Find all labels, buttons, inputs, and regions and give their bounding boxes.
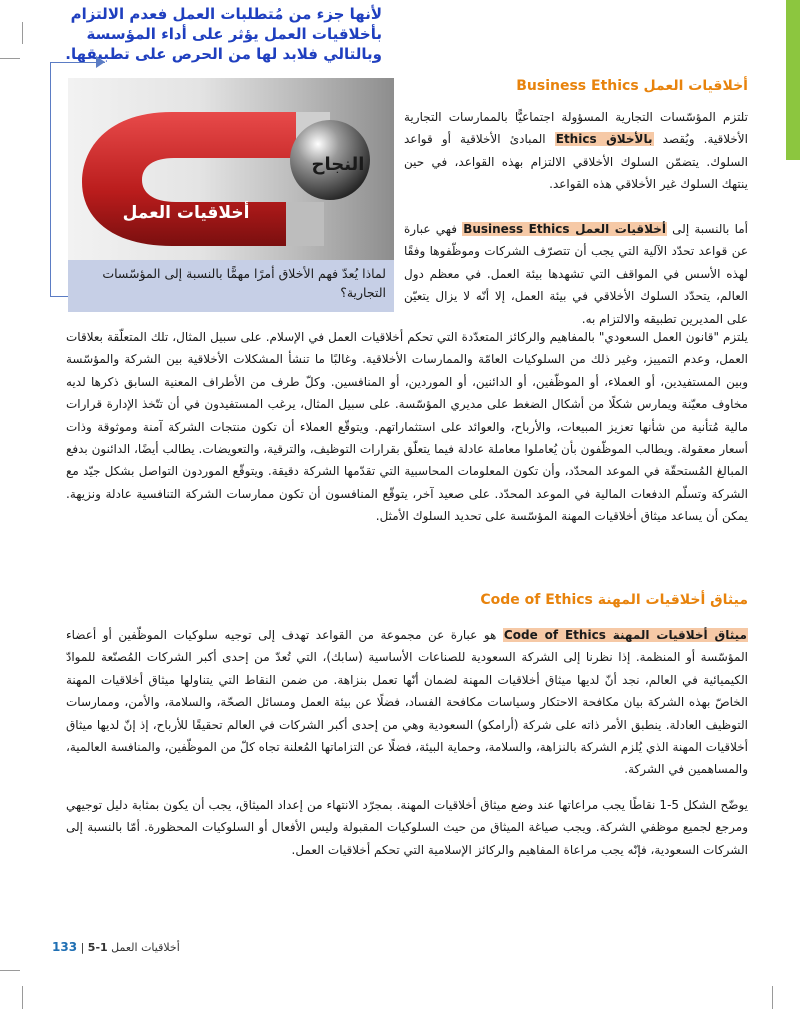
ball-label: النجاح <box>311 154 365 175</box>
arrow-icon <box>96 56 105 68</box>
paragraph-text: هو عبارة عن مجموعة من القواعد تهدف إلى توجيه سلوكيات الموظّفين أو أعضاء المؤسّسة أو المنظمة. إذا نظرنا إلى الشركة السعودية للصناعات الأساسية (سابك)، التي تُعدّ من إحدى أكبر الشركات المُصنّعة للموادّ الكيميائية في العالم، نجد أنّ لديها ميثاق أخلاقيات المهنة لضمان أنّها تعمل بنزاهة. من ضمن النقاط التي يتناولها ميثاق أخلاقيات المهنة الخاصّ بهذه الشركة بيان مكافحة الاحتكار وسياسات مكافحة الفساد، فضلًا عن بيئة العمل ومسائل الصحّة، والسلامة، والأمن، وممارسات التوظيف العادلة. ينطبق الأمر ذاته على شركة (أرامكو) السعودية وهي من إحدى أكبر الشركات في العالم تحقيقًا للأرباح، إذ إنّ لديها ميثاق أخلاقيات المهنة الذي يُلزم الشركة بالنزاهة، والسلامة، وحماية البيئة، فضلًا عن التزاماتها المُعلنة تجاه كلّ من الموظّفين، والمنافسة العالمية، والمساهمين في الشركة. <box>65 628 748 777</box>
magnet-photo <box>68 78 394 260</box>
paragraph-text: المبادئ الأخلاقية أو قواعد السلوك. يتضمّن السلوك الأخلاقي الالتزام بهذه القواعد، في حين ينتهك السلوك غير الأخلاقي هذه القواعد. <box>404 132 748 192</box>
magnet-body <box>82 112 296 246</box>
paragraph-text: تلتزم المؤسّسات التجارية المسؤولة اجتماعيًّا بالممارسات التجارية الأخلاقية. ويُقصد <box>404 110 748 147</box>
paragraph-text: أما بالنسبة إلى <box>666 222 749 236</box>
key-term: أخلاقيات العمل Business Ethics <box>463 222 666 236</box>
page-number: 133 <box>52 940 78 954</box>
section-heading-code-of-ethics: ميثاق أخلاقيات المهنة Code of Ethics <box>480 592 748 608</box>
teacher-annotation <box>2 4 382 64</box>
key-term: ميثاق أخلاقيات المهنة Code of Ethics <box>503 628 747 642</box>
paragraph <box>66 624 748 781</box>
crop-mark <box>0 970 20 971</box>
figure-caption: لماذا يُعدّ فهم الأخلاق أمرًا مهمًّا بالنسبة إلى المؤسّسات التجارية؟ <box>68 260 394 312</box>
crop-mark <box>772 986 773 1009</box>
footer-chapter-number: 1-5 <box>87 941 108 954</box>
page-footer <box>52 940 180 954</box>
footer-chapter-title: أخلاقيات العمل <box>111 941 180 954</box>
paragraph: يلتزم "قانون العمل السعودي" بالمفاهيم والركائز المتعدّدة التي تحكم أخلاقيات العمل في الإسلام. على سبيل المثال، تلك المتعلّقة بعلاقات العمل، وعدم التمييز، وغير ذلك من السلوكيات العامّة والممارسات الأخلاقية. وغالبًا ما تنشأ المشكلات الأخلاقية بين الشركة والمؤسّسة وبين المستفيدين، أو العملاء، أو الموظّفين، أو الدائنين، أو الموردين، أو المنافسين. وكلّ طرف من الأطراف المعنية السابق ذكرها لديه مخاوف معيّنة ويمارس شكلًا من أشكال الضغط على مديري المؤسّسة. على سبيل المثال، يرغب المستفيدون في أن تتّخذ الإدارة قرارات مالية مُتأنية من شأنها تعزيز المبيعات، والأرباح، والعوائد على استثماراتهم. ويتوقّع العملاء أن تكون منتجات الشركة آمنة وموثوقة وذات أسعار معقولة. ويطالب الموظّفون بأن يُعاملوا معاملة عادلة فيما يتعلّق بقرارات التوظيف، والترقية، والتعويضات. يطالب أيضًا، الدائنون بدفع المبالغ المُستحقّة في الموعد المحدّد، وأن تكون المعلومات المحاسبية التي تقدّمها الشركة دقيقة. ويتوقّع الموردون التواصل بشكل جيّد مع الشركة وتسلّم الدفعات المالية في الموعد المحدّد. على صعيد آخر، يتوقّع المنافسون أن تكون ممارسات الشركة التنافسية عادلة ونزيهة. يمكن أن يساعد ميثاق أخلاقيات المهنة المؤسّسة على تحديد السلوك الأمثل. <box>66 330 748 524</box>
paragraph <box>404 106 748 196</box>
key-term: بالأخلاق Ethics <box>555 132 653 147</box>
magnet-tip-bottom <box>286 202 324 246</box>
magnet-label: أخلاقيات العمل <box>122 203 250 223</box>
annotation-bracket <box>50 296 68 297</box>
paragraph <box>404 218 748 330</box>
footer-separator: | <box>80 941 85 954</box>
annotation-line: بأخلاقيات العمل يؤثر على أداء المؤسسة <box>86 25 382 43</box>
annotation-line: وبالتالي فلابد لها من الحرص على تطبيقها. <box>65 45 382 63</box>
paragraph: يوضّح الشكل 5-1 نقاطًا يجب مراعاتها عند وضع ميثاق أخلاقيات المهنة. بمجرّد الانتهاء من إعداد الميثاق، يجب أن يكون بمثابة دليل توجيهي ومرجع لجميع موظفي الشركة. ويجب صياغة الميثاق من حيث السلوكيات المقبولة وليس الأفعال أو السلوكيات المحظورة. أمّا بالنسبة إلى الشركات السعودية، فإنّه يجب مراعاة المفاهيم والركائز الإسلامية التي تحكم أخلاقيات العمل. <box>66 798 749 857</box>
magnet-illustration <box>68 78 394 260</box>
section-heading-business-ethics: أخلاقيات العمل Business Ethics <box>516 78 748 94</box>
chapter-tab <box>786 0 800 160</box>
crop-mark <box>22 986 23 1009</box>
annotation-line: لأنها جزء من مُتطلبات العمل فعدم الالتزام <box>70 5 382 23</box>
paragraph-text: فهي عبارة عن قواعد تحدّد الآلية التي يجب أن تتصرّف الشركات وموظّفوها وفقًا لهذه الأسس في المواقف التي تشهدها بيئة العمل. في معظم دول العالم، يتحدّد السلوك الأخلاقي في بيئة العمل، إلا أنّه لا يزال يتعيّن على المديرين تطبيقه والالتزام به. <box>404 222 748 326</box>
